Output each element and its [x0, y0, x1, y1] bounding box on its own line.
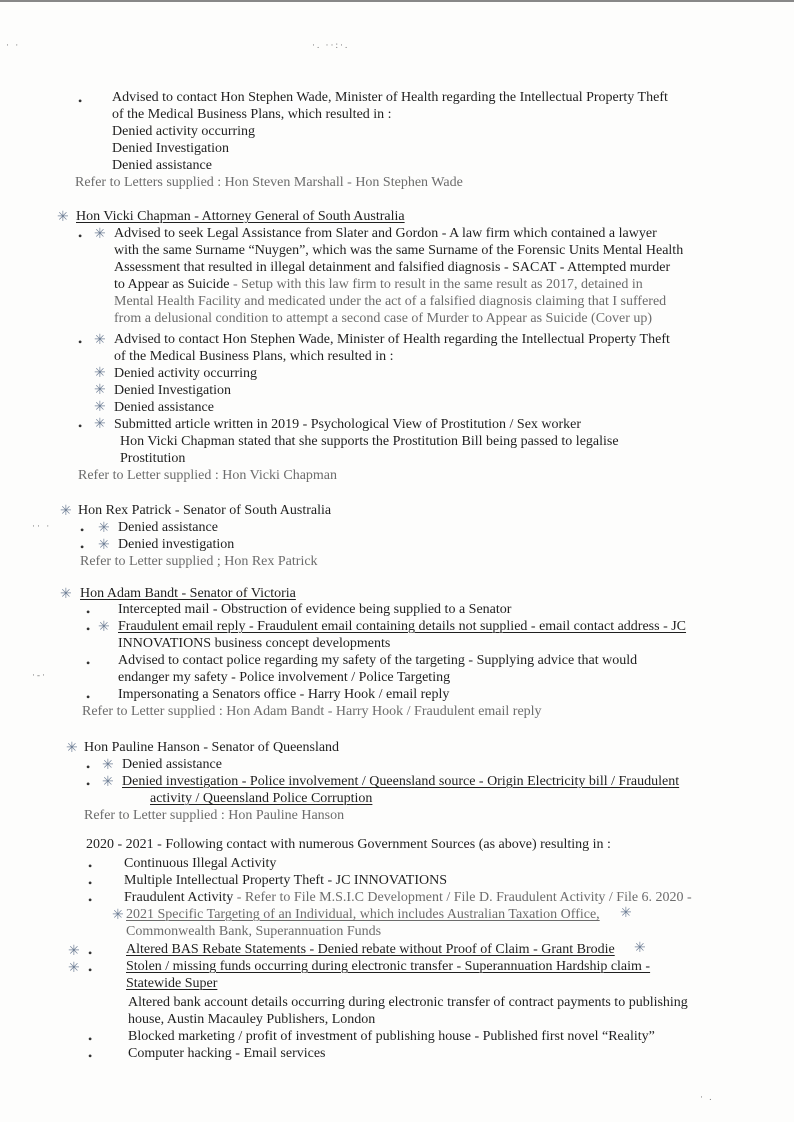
text-line: Denied activity occurring [112, 124, 256, 139]
text-line: Continuous Illegal Activity [124, 856, 277, 871]
text-line: Multiple Intellectual Property Theft - JC INNOVATIONS [124, 873, 447, 888]
asterisk-star-icon: ✳ [98, 521, 110, 536]
scan-speck: ·-· [32, 670, 47, 680]
bullet-dot-icon: • [88, 893, 93, 907]
asterisk-star-icon: ✳ [94, 333, 106, 348]
reference-line: Refer to Letter supplied : Hon Adam Bandt - Harry Hook / Fraudulent email reply [82, 704, 542, 719]
asterisk-star-icon: ✳ [94, 227, 106, 242]
text-segment: - Refer to File M.S.I.C Development / File D. Fraudulent Activity / File 6. 2020 - [233, 890, 692, 905]
text-line: Denied assistance [112, 158, 212, 173]
text-line: Impersonating a Senators office - Harry Hook / email reply [118, 687, 450, 702]
text-segment: to Appear as Suicide [114, 277, 230, 292]
text-line [124, 889, 692, 906]
text-line: INNOVATIONS business concept developments [118, 636, 391, 651]
text-line: Blocked marketing / profit of investment of publishing house - Published first novel “Reality” [128, 1029, 655, 1044]
reference-line: Refer to Letters supplied : Hon Steven Marshall - Hon Stephen Wade [75, 175, 463, 190]
scan-speck: ·· · [32, 521, 52, 531]
text-line: Denied Investigation [112, 141, 230, 156]
bullet-dot-icon: • [86, 656, 91, 670]
text-segment: Fraudulent Activity [124, 890, 234, 905]
asterisk-star-icon: ✳ [98, 620, 110, 635]
bullet-dot-icon: • [88, 876, 93, 890]
bullet-dot-icon: • [78, 419, 83, 433]
text-line: Prostitution [120, 451, 186, 466]
bullet-dot-icon: • [80, 540, 85, 554]
reference-line: Refer to Letter supplied : Hon Pauline Hanson [84, 808, 345, 823]
section-intro: 2020 - 2021 - Following contact with numerous Government Sources (as above) resulting in : [86, 837, 611, 852]
text-line: endanger my safety - Police involvement / Police Targeting [118, 670, 451, 685]
section-heading: Hon Rex Patrick - Senator of South Australia [78, 503, 332, 518]
text-line: of the Medical Business Plans, which resulted in : [114, 349, 394, 364]
section-heading: Hon Adam Bandt - Senator of Victoria [80, 586, 296, 601]
text-line: Statewide Super [126, 976, 218, 991]
asterisk-star-icon: ✳ [60, 504, 72, 519]
bullet-dot-icon: • [78, 229, 83, 243]
scan-speck: · · [6, 40, 21, 50]
asterisk-star-icon: ✳ [68, 944, 80, 959]
bullet-dot-icon: • [88, 859, 93, 873]
text-line: Denied assistance [122, 757, 222, 772]
scan-speck: · . [700, 1092, 714, 1102]
text-line: Hon Vicki Chapman stated that she supports the Prostitution Bill being passed to legalise [120, 434, 619, 449]
text-line: Altered bank account details occurring during electronic transfer of contract payments to publishing [128, 995, 688, 1010]
text-line [114, 276, 643, 293]
reference-line: Refer to Letter supplied ; Hon Rex Patrick [80, 554, 318, 569]
text-line: 2021 Specific Targeting of an Individual, which includes Australian Taxation Office, [126, 907, 600, 922]
text-line: Intercepted mail - Obstruction of evidence being supplied to a Senator [118, 602, 512, 617]
text-line: activity / Queensland Police Corruption [150, 791, 373, 806]
asterisk-star-icon: ✳ [112, 908, 124, 923]
text-line: Stolen / missing funds occurring during electronic transfer - Superannuation Hardship claim - [126, 959, 651, 974]
asterisk-star-icon: ✳ [102, 758, 114, 773]
text-line: Assessment that resulted in illegal detainment and falsified diagnosis - SACAT - Attempted murder [114, 260, 671, 275]
section-heading: Hon Pauline Hanson - Senator of Queensland [84, 740, 340, 755]
scan-speck: ·. ··:·. [312, 40, 350, 50]
section-heading: Hon Vicki Chapman - Attorney General of South Australia [76, 209, 405, 224]
asterisk-star-icon: ✳ [98, 538, 110, 553]
text-line: Advised to seek Legal Assistance from Slater and Gordon - A law firm which contained a lawyer [114, 226, 657, 241]
text-line: Mental Health Facility and medicated under the act of a falsified diagnosis claiming that I suffered [114, 294, 667, 309]
asterisk-star-icon: ✳ [620, 906, 632, 921]
bullet-dot-icon: • [78, 94, 83, 108]
asterisk-star-icon: ✳ [94, 400, 106, 415]
text-line: Denied investigation - Police involvement / Queensland source - Origin Electricity bill / Fraudulent [122, 774, 680, 789]
asterisk-star-icon: ✳ [634, 941, 646, 956]
asterisk-star-icon: ✳ [57, 210, 69, 225]
bullet-dot-icon: • [86, 622, 91, 636]
bullet-dot-icon: • [80, 523, 85, 537]
reference-line: Refer to Letter supplied : Hon Vicki Chapman [78, 468, 338, 483]
text-line: Advised to contact Hon Stephen Wade, Minister of Health regarding the Intellectual Property Theft [112, 90, 668, 105]
asterisk-star-icon: ✳ [60, 587, 72, 602]
text-line: with the same Surname “Nuygen”, which was the same Surname of the Forensic Units Mental Health [114, 243, 684, 258]
asterisk-star-icon: ✳ [94, 383, 106, 398]
bullet-dot-icon: • [78, 335, 83, 349]
text-line: Denied assistance [118, 520, 218, 535]
text-line: Commonwealth Bank, Superannuation Funds [126, 924, 382, 939]
bullet-dot-icon: • [88, 963, 93, 977]
text-line: Computer hacking - Email services [128, 1046, 326, 1061]
bullet-dot-icon: • [88, 1032, 93, 1046]
asterisk-star-icon: ✳ [68, 961, 80, 976]
bullet-dot-icon: • [88, 946, 93, 960]
text-line: Submitted article written in 2019 - Psychological View of Prostitution / Sex worker [114, 417, 582, 432]
text-line: Denied assistance [114, 400, 214, 415]
text-line: Altered BAS Rebate Statements - Denied rebate without Proof of Claim - Grant Brodie [126, 942, 615, 957]
text-line: of the Medical Business Plans, which resulted in : [112, 107, 392, 122]
text-segment: - Setup with this law firm to result in the same result as 2017, detained in [229, 277, 643, 292]
text-line: Denied activity occurring [114, 366, 258, 381]
asterisk-star-icon: ✳ [102, 775, 114, 790]
asterisk-star-icon: ✳ [94, 417, 106, 432]
bullet-dot-icon: • [86, 777, 91, 791]
text-line: Advised to contact Hon Stephen Wade, Minister of Health regarding the Intellectual Property Theft [114, 332, 670, 347]
bullet-dot-icon: • [86, 690, 91, 704]
text-line: Fraudulent email reply - Fraudulent email containing details not supplied - email contact address - JC [118, 619, 687, 634]
bullet-dot-icon: • [86, 760, 91, 774]
text-line: Denied Investigation [114, 383, 232, 398]
text-line: house, Austin Macauley Publishers, London [128, 1012, 376, 1027]
asterisk-star-icon: ✳ [66, 741, 78, 756]
asterisk-star-icon: ✳ [94, 366, 106, 381]
bullet-dot-icon: • [88, 1049, 93, 1063]
scan-edge-line [0, 0, 794, 2]
text-line: from a delusional condition to attempt a second case of Murder to Appear as Suicide (Cover up) [114, 311, 653, 326]
text-line: Advised to contact police regarding my safety of the targeting - Supplying advice that would [118, 653, 638, 668]
text-line: Denied investigation [118, 537, 235, 552]
bullet-dot-icon: • [86, 605, 91, 619]
